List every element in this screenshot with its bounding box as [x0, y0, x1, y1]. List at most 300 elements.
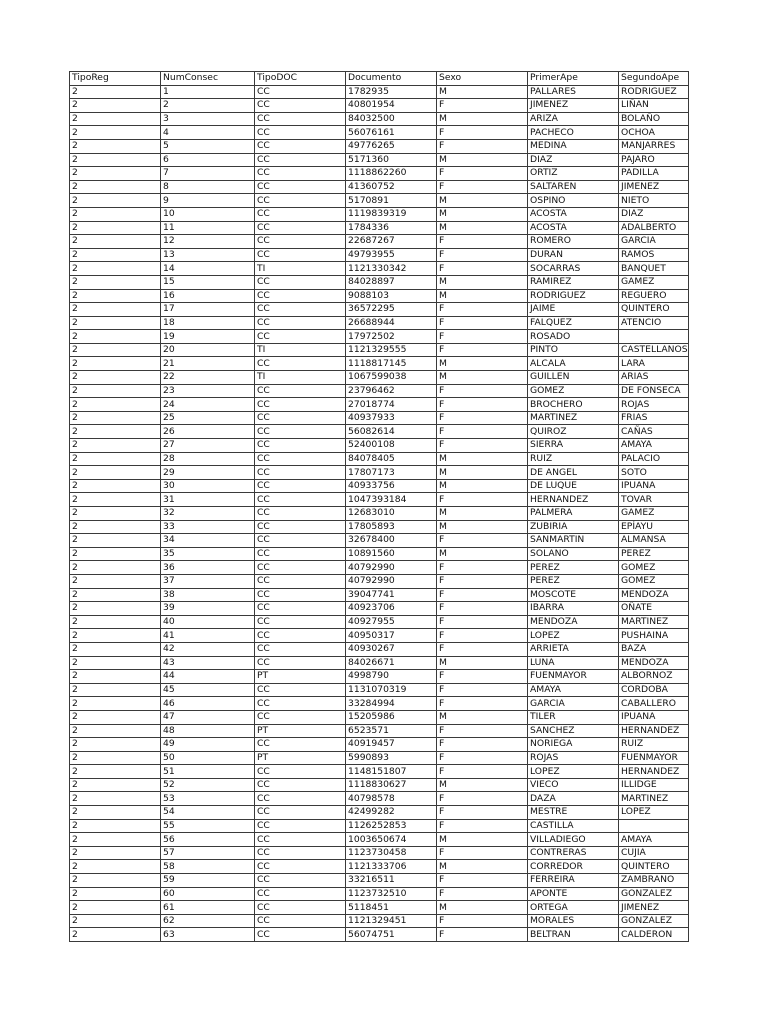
- cell-tiporeg: 2: [70, 194, 161, 208]
- table-row: [70, 561, 689, 575]
- cell-tiporeg: 2: [70, 452, 161, 466]
- cell-primerape: OSPINO: [528, 194, 619, 208]
- cell-segundoape: CALDERON: [619, 928, 689, 942]
- table-row: [70, 547, 689, 561]
- table-row: [70, 330, 689, 344]
- cell-numconsec: 48: [161, 724, 255, 738]
- table-row: [70, 167, 689, 181]
- cell-sexo: F: [437, 384, 528, 398]
- cell-segundoape: HERNANDEZ: [619, 765, 689, 779]
- cell-segundoape: QUINTERO: [619, 303, 689, 317]
- cell-segundoape: ZAMBRANO: [619, 874, 689, 888]
- cell-sexo: F: [437, 615, 528, 629]
- table-row: [70, 588, 689, 602]
- cell-tipodoc: TI: [255, 262, 346, 276]
- cell-numconsec: 61: [161, 901, 255, 915]
- cell-primerape: FALQUEZ: [528, 316, 619, 330]
- cell-numconsec: 13: [161, 248, 255, 262]
- cell-primerape: ORTEGA: [528, 901, 619, 915]
- cell-tiporeg: 2: [70, 534, 161, 548]
- cell-primerape: ARRIETA: [528, 642, 619, 656]
- cell-tiporeg: 2: [70, 806, 161, 820]
- cell-tipodoc: CC: [255, 642, 346, 656]
- cell-segundoape: CAÑAS: [619, 425, 689, 439]
- cell-sexo: F: [437, 765, 528, 779]
- cell-primerape: JAIME: [528, 303, 619, 317]
- cell-tiporeg: 2: [70, 289, 161, 303]
- cell-tipodoc: TI: [255, 343, 346, 357]
- cell-tiporeg: 2: [70, 914, 161, 928]
- table-row: [70, 262, 689, 276]
- cell-numconsec: 6: [161, 153, 255, 167]
- cell-primerape: LOPEZ: [528, 629, 619, 643]
- cell-numconsec: 57: [161, 846, 255, 860]
- cell-segundoape: JIMENEZ: [619, 901, 689, 915]
- cell-documento: 40950317: [346, 629, 437, 643]
- cell-numconsec: 19: [161, 330, 255, 344]
- cell-segundoape: GARCIA: [619, 235, 689, 249]
- table-row: [70, 928, 689, 942]
- cell-primerape: PEREZ: [528, 561, 619, 575]
- cell-documento: 40930267: [346, 642, 437, 656]
- cell-documento: 5118451: [346, 901, 437, 915]
- cell-documento: 1121330342: [346, 262, 437, 276]
- table-row: [70, 139, 689, 153]
- cell-primerape: RUIZ: [528, 452, 619, 466]
- cell-primerape: QUIROZ: [528, 425, 619, 439]
- cell-numconsec: 37: [161, 574, 255, 588]
- cell-numconsec: 36: [161, 561, 255, 575]
- table-row: [70, 846, 689, 860]
- cell-tipodoc: CC: [255, 507, 346, 521]
- cell-documento: 40933756: [346, 479, 437, 493]
- cell-segundoape: RAMOS: [619, 248, 689, 262]
- cell-segundoape: GAMEZ: [619, 507, 689, 521]
- cell-primerape: SANMARTIN: [528, 534, 619, 548]
- cell-sexo: M: [437, 194, 528, 208]
- cell-tiporeg: 2: [70, 112, 161, 126]
- table-row: [70, 466, 689, 480]
- cell-sexo: M: [437, 479, 528, 493]
- cell-numconsec: 20: [161, 343, 255, 357]
- cell-segundoape: OCHOA: [619, 126, 689, 140]
- cell-segundoape: PEREZ: [619, 547, 689, 561]
- cell-tiporeg: 2: [70, 670, 161, 684]
- cell-tipodoc: CC: [255, 452, 346, 466]
- cell-numconsec: 50: [161, 751, 255, 765]
- cell-numconsec: 60: [161, 887, 255, 901]
- cell-tiporeg: 2: [70, 343, 161, 357]
- cell-tiporeg: 2: [70, 874, 161, 888]
- cell-sexo: F: [437, 683, 528, 697]
- cell-documento: 56082614: [346, 425, 437, 439]
- cell-primerape: MOSCOTE: [528, 588, 619, 602]
- cell-documento: 40801954: [346, 99, 437, 113]
- cell-segundoape: IPUANA: [619, 710, 689, 724]
- cell-numconsec: 35: [161, 547, 255, 561]
- cell-segundoape: LIÑAN: [619, 99, 689, 113]
- cell-sexo: F: [437, 303, 528, 317]
- cell-tipodoc: CC: [255, 439, 346, 453]
- cell-segundoape: GONZALEZ: [619, 887, 689, 901]
- cell-tipodoc: CC: [255, 398, 346, 412]
- cell-tiporeg: 2: [70, 262, 161, 276]
- cell-numconsec: 34: [161, 534, 255, 548]
- cell-documento: 1118817145: [346, 357, 437, 371]
- cell-segundoape: LARA: [619, 357, 689, 371]
- cell-primerape: TILER: [528, 710, 619, 724]
- cell-numconsec: 39: [161, 602, 255, 616]
- cell-numconsec: 43: [161, 656, 255, 670]
- cell-tipodoc: CC: [255, 235, 346, 249]
- cell-numconsec: 8: [161, 180, 255, 194]
- cell-tipodoc: CC: [255, 765, 346, 779]
- cell-primerape: IBARRA: [528, 602, 619, 616]
- cell-tipodoc: CC: [255, 221, 346, 235]
- cell-numconsec: 3: [161, 112, 255, 126]
- cell-primerape: GUILLEN: [528, 371, 619, 385]
- table-row: [70, 479, 689, 493]
- cell-sexo: M: [437, 547, 528, 561]
- header-tiporeg: TipoReg: [70, 72, 161, 86]
- cell-numconsec: 62: [161, 914, 255, 928]
- cell-tipodoc: CC: [255, 588, 346, 602]
- table-row: [70, 398, 689, 412]
- cell-segundoape: FRIAS: [619, 411, 689, 425]
- cell-numconsec: 42: [161, 642, 255, 656]
- cell-tipodoc: TI: [255, 371, 346, 385]
- cell-tiporeg: 2: [70, 683, 161, 697]
- cell-documento: 1047393184: [346, 493, 437, 507]
- cell-segundoape: HERNANDEZ: [619, 724, 689, 738]
- cell-documento: 1003650674: [346, 833, 437, 847]
- table-row: [70, 493, 689, 507]
- cell-documento: 9088103: [346, 289, 437, 303]
- table-row: [70, 602, 689, 616]
- cell-segundoape: RUIZ: [619, 738, 689, 752]
- cell-tiporeg: 2: [70, 180, 161, 194]
- table-row: [70, 112, 689, 126]
- cell-segundoape: MARTINEZ: [619, 615, 689, 629]
- cell-tipodoc: CC: [255, 99, 346, 113]
- cell-documento: 1782935: [346, 85, 437, 99]
- cell-numconsec: 33: [161, 520, 255, 534]
- cell-documento: 27018774: [346, 398, 437, 412]
- table-row: [70, 235, 689, 249]
- cell-documento: 5170891: [346, 194, 437, 208]
- cell-numconsec: 10: [161, 207, 255, 221]
- cell-tiporeg: 2: [70, 235, 161, 249]
- table-row: [70, 819, 689, 833]
- cell-sexo: F: [437, 167, 528, 181]
- cell-primerape: DE LUQUE: [528, 479, 619, 493]
- cell-numconsec: 40: [161, 615, 255, 629]
- cell-sexo: F: [437, 316, 528, 330]
- cell-tipodoc: CC: [255, 874, 346, 888]
- cell-sexo: F: [437, 411, 528, 425]
- table-row: [70, 670, 689, 684]
- cell-sexo: M: [437, 778, 528, 792]
- cell-sexo: F: [437, 343, 528, 357]
- cell-primerape: MEDINA: [528, 139, 619, 153]
- table-row: [70, 751, 689, 765]
- cell-primerape: PALMERA: [528, 507, 619, 521]
- cell-primerape: SOLANO: [528, 547, 619, 561]
- cell-tiporeg: 2: [70, 330, 161, 344]
- cell-tiporeg: 2: [70, 439, 161, 453]
- cell-documento: 36572295: [346, 303, 437, 317]
- cell-tipodoc: CC: [255, 180, 346, 194]
- cell-primerape: ROJAS: [528, 751, 619, 765]
- header-tipodoc: TipoDOC: [255, 72, 346, 86]
- cell-tipodoc: CC: [255, 479, 346, 493]
- cell-documento: 5171360: [346, 153, 437, 167]
- cell-segundoape: MARTINEZ: [619, 792, 689, 806]
- cell-segundoape: [619, 819, 689, 833]
- cell-sexo: M: [437, 860, 528, 874]
- cell-tipodoc: CC: [255, 112, 346, 126]
- cell-numconsec: 46: [161, 697, 255, 711]
- cell-segundoape: TOVAR: [619, 493, 689, 507]
- cell-tipodoc: CC: [255, 289, 346, 303]
- cell-sexo: M: [437, 275, 528, 289]
- cell-tiporeg: 2: [70, 602, 161, 616]
- cell-primerape: MESTRE: [528, 806, 619, 820]
- cell-documento: 84026671: [346, 656, 437, 670]
- cell-tipodoc: CC: [255, 819, 346, 833]
- cell-numconsec: 63: [161, 928, 255, 942]
- cell-documento: 1123732510: [346, 887, 437, 901]
- cell-tiporeg: 2: [70, 710, 161, 724]
- cell-tiporeg: 2: [70, 167, 161, 181]
- cell-documento: 49776265: [346, 139, 437, 153]
- cell-sexo: M: [437, 112, 528, 126]
- cell-tipodoc: CC: [255, 207, 346, 221]
- cell-sexo: F: [437, 99, 528, 113]
- cell-numconsec: 54: [161, 806, 255, 820]
- header-documento: Documento: [346, 72, 437, 86]
- cell-tiporeg: 2: [70, 425, 161, 439]
- cell-sexo: M: [437, 656, 528, 670]
- cell-primerape: MARTINEZ: [528, 411, 619, 425]
- table-row: [70, 778, 689, 792]
- cell-tiporeg: 2: [70, 493, 161, 507]
- table-row: [70, 874, 689, 888]
- table-row: [70, 683, 689, 697]
- cell-numconsec: 2: [161, 99, 255, 113]
- cell-tipodoc: CC: [255, 547, 346, 561]
- cell-documento: 41360752: [346, 180, 437, 194]
- header-segundoape: SegundoApe: [619, 72, 689, 86]
- cell-segundoape: MENDOZA: [619, 588, 689, 602]
- cell-numconsec: 23: [161, 384, 255, 398]
- cell-numconsec: 5: [161, 139, 255, 153]
- cell-segundoape: PADILLA: [619, 167, 689, 181]
- cell-segundoape: OÑATE: [619, 602, 689, 616]
- cell-segundoape: SOTO: [619, 466, 689, 480]
- table-row: [70, 99, 689, 113]
- cell-tiporeg: 2: [70, 819, 161, 833]
- cell-primerape: CORREDOR: [528, 860, 619, 874]
- cell-tipodoc: CC: [255, 357, 346, 371]
- cell-primerape: VIECO: [528, 778, 619, 792]
- cell-primerape: LOPEZ: [528, 765, 619, 779]
- table-row: [70, 534, 689, 548]
- cell-primerape: DIAZ: [528, 153, 619, 167]
- cell-tipodoc: CC: [255, 914, 346, 928]
- cell-tipodoc: CC: [255, 574, 346, 588]
- cell-documento: 40923706: [346, 602, 437, 616]
- cell-tipodoc: CC: [255, 520, 346, 534]
- cell-tiporeg: 2: [70, 765, 161, 779]
- table-row: [70, 194, 689, 208]
- cell-sexo: F: [437, 425, 528, 439]
- cell-documento: 1784336: [346, 221, 437, 235]
- cell-segundoape: BANQUET: [619, 262, 689, 276]
- cell-numconsec: 28: [161, 452, 255, 466]
- cell-segundoape: AMAYA: [619, 833, 689, 847]
- cell-primerape: RAMIREZ: [528, 275, 619, 289]
- cell-tipodoc: CC: [255, 602, 346, 616]
- cell-documento: 26688944: [346, 316, 437, 330]
- cell-segundoape: GOMEZ: [619, 574, 689, 588]
- table-row: [70, 629, 689, 643]
- cell-primerape: ACOSTA: [528, 221, 619, 235]
- cell-tipodoc: CC: [255, 330, 346, 344]
- cell-sexo: F: [437, 792, 528, 806]
- cell-tiporeg: 2: [70, 139, 161, 153]
- table-row: [70, 343, 689, 357]
- cell-segundoape: ADALBERTO: [619, 221, 689, 235]
- cell-tipodoc: CC: [255, 167, 346, 181]
- cell-segundoape: ILLIDGE: [619, 778, 689, 792]
- table-row: [70, 425, 689, 439]
- cell-sexo: F: [437, 738, 528, 752]
- cell-primerape: FERREIRA: [528, 874, 619, 888]
- table-row: [70, 248, 689, 262]
- table-row: [70, 914, 689, 928]
- cell-numconsec: 17: [161, 303, 255, 317]
- cell-numconsec: 1: [161, 85, 255, 99]
- cell-documento: 33284994: [346, 697, 437, 711]
- cell-primerape: SANCHEZ: [528, 724, 619, 738]
- cell-segundoape: CUJIA: [619, 846, 689, 860]
- table-row: [70, 765, 689, 779]
- cell-primerape: FUENMAYOR: [528, 670, 619, 684]
- cell-numconsec: 58: [161, 860, 255, 874]
- cell-tiporeg: 2: [70, 615, 161, 629]
- cell-segundoape: FUENMAYOR: [619, 751, 689, 765]
- cell-sexo: F: [437, 887, 528, 901]
- cell-sexo: M: [437, 371, 528, 385]
- cell-documento: 1126252853: [346, 819, 437, 833]
- cell-documento: 1067599038: [346, 371, 437, 385]
- cell-segundoape: ATENCIO: [619, 316, 689, 330]
- cell-primerape: HERNANDEZ: [528, 493, 619, 507]
- table-row: [70, 887, 689, 901]
- cell-numconsec: 18: [161, 316, 255, 330]
- cell-tiporeg: 2: [70, 275, 161, 289]
- cell-tiporeg: 2: [70, 778, 161, 792]
- cell-tiporeg: 2: [70, 574, 161, 588]
- cell-segundoape: GOMEZ: [619, 561, 689, 575]
- cell-tipodoc: CC: [255, 697, 346, 711]
- cell-documento: 5990893: [346, 751, 437, 765]
- cell-documento: 32678400: [346, 534, 437, 548]
- cell-tiporeg: 2: [70, 724, 161, 738]
- cell-primerape: NORIEGA: [528, 738, 619, 752]
- cell-tiporeg: 2: [70, 507, 161, 521]
- cell-primerape: DURAN: [528, 248, 619, 262]
- cell-sexo: F: [437, 819, 528, 833]
- cell-segundoape: CABALLERO: [619, 697, 689, 711]
- cell-sexo: M: [437, 710, 528, 724]
- cell-sexo: M: [437, 520, 528, 534]
- cell-numconsec: 24: [161, 398, 255, 412]
- cell-documento: 40798578: [346, 792, 437, 806]
- cell-tipodoc: CC: [255, 833, 346, 847]
- cell-tiporeg: 2: [70, 860, 161, 874]
- table-row: [70, 439, 689, 453]
- cell-sexo: F: [437, 574, 528, 588]
- cell-sexo: F: [437, 139, 528, 153]
- cell-sexo: F: [437, 670, 528, 684]
- cell-numconsec: 44: [161, 670, 255, 684]
- cell-sexo: F: [437, 248, 528, 262]
- table-row: [70, 126, 689, 140]
- cell-tiporeg: 2: [70, 846, 161, 860]
- cell-documento: 6523571: [346, 724, 437, 738]
- cell-documento: 56076161: [346, 126, 437, 140]
- cell-segundoape: MANJARRES: [619, 139, 689, 153]
- table-row: [70, 792, 689, 806]
- cell-tiporeg: 2: [70, 479, 161, 493]
- cell-sexo: M: [437, 466, 528, 480]
- cell-segundoape: ARIAS: [619, 371, 689, 385]
- cell-sexo: F: [437, 493, 528, 507]
- table-row: [70, 371, 689, 385]
- cell-documento: 49793955: [346, 248, 437, 262]
- table-row: [70, 901, 689, 915]
- cell-tipodoc: CC: [255, 901, 346, 915]
- cell-segundoape: [619, 330, 689, 344]
- cell-tipodoc: CC: [255, 466, 346, 480]
- cell-numconsec: 32: [161, 507, 255, 521]
- cell-documento: 40919457: [346, 738, 437, 752]
- table-row: [70, 710, 689, 724]
- cell-documento: 23796462: [346, 384, 437, 398]
- cell-primerape: ROMERO: [528, 235, 619, 249]
- cell-segundoape: AMAYA: [619, 439, 689, 453]
- cell-segundoape: PAJARO: [619, 153, 689, 167]
- cell-primerape: MORALES: [528, 914, 619, 928]
- table-row: [70, 289, 689, 303]
- cell-tipodoc: PT: [255, 724, 346, 738]
- cell-tipodoc: CC: [255, 534, 346, 548]
- cell-documento: 22687267: [346, 235, 437, 249]
- header-sexo: Sexo: [437, 72, 528, 86]
- cell-sexo: F: [437, 914, 528, 928]
- cell-primerape: PEREZ: [528, 574, 619, 588]
- cell-sexo: M: [437, 901, 528, 915]
- table-row: [70, 615, 689, 629]
- cell-tiporeg: 2: [70, 642, 161, 656]
- cell-tipodoc: CC: [255, 887, 346, 901]
- cell-sexo: F: [437, 588, 528, 602]
- cell-numconsec: 22: [161, 371, 255, 385]
- cell-numconsec: 30: [161, 479, 255, 493]
- table-row: [70, 153, 689, 167]
